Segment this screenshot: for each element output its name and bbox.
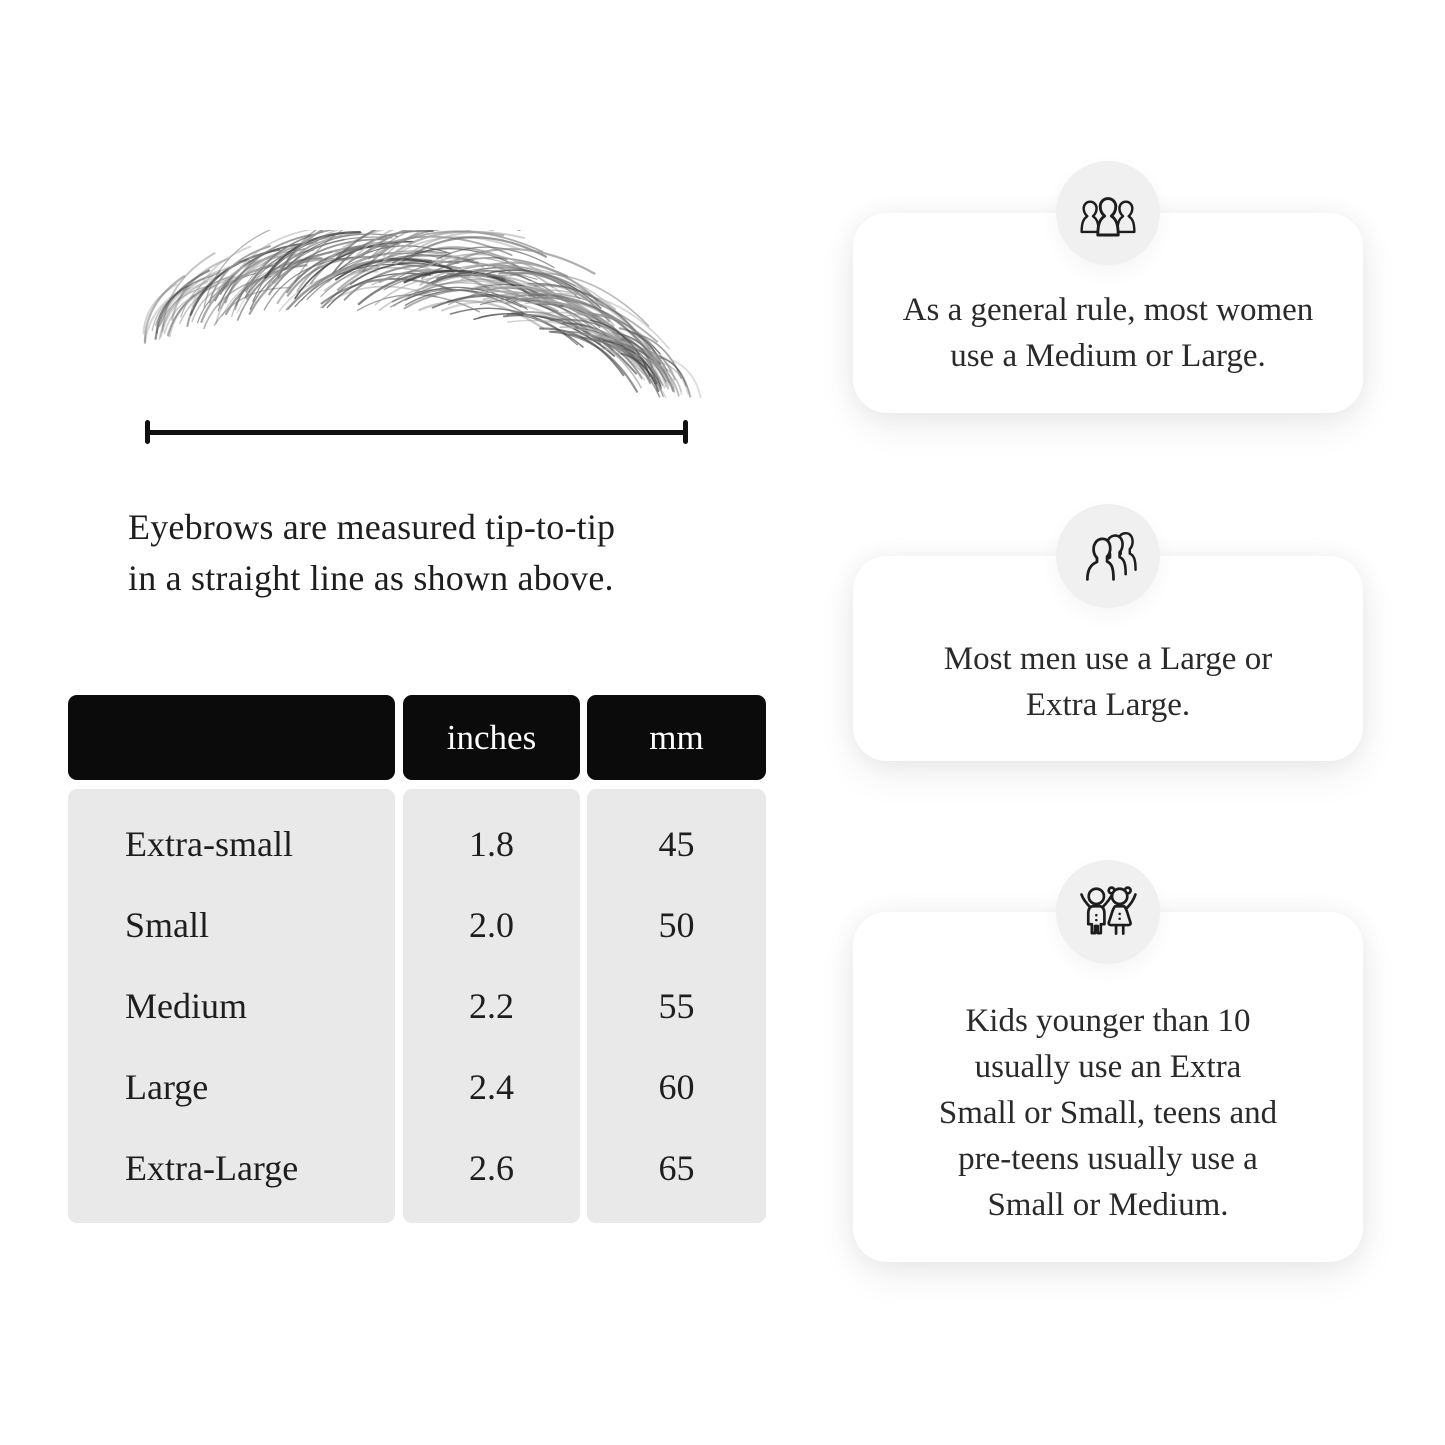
info-card-kids — [853, 912, 1363, 1262]
table-cell-mm: 45 — [658, 824, 695, 865]
women-group-icon — [1075, 185, 1141, 242]
measurement-line — [145, 420, 688, 444]
table-cell-mm: 55 — [658, 985, 695, 1026]
table-body-inches — [403, 789, 580, 1223]
table-header-mm: mm — [587, 695, 766, 780]
icon-badge — [1056, 161, 1160, 265]
info-card-men — [853, 556, 1363, 761]
table-cell-mm: 65 — [658, 1147, 695, 1188]
card-text-line: Kids younger than 10 — [965, 1003, 1251, 1039]
size-table-column-mm — [587, 695, 766, 1223]
card-text-line: Extra Large. — [1025, 687, 1191, 723]
card-text-line: Small or Small, teens and — [938, 1095, 1278, 1131]
table-cell-inches: 2.4 — [469, 1066, 514, 1107]
icon-badge — [1056, 860, 1160, 964]
kids-icon — [1073, 881, 1143, 944]
card-text-line: pre-teens usually use a — [958, 1141, 1258, 1177]
table-cell-size: Medium — [125, 985, 247, 1026]
table-cell-inches: 2.2 — [469, 985, 514, 1026]
caption-line: Eyebrows are measured tip-to-tip — [128, 507, 616, 547]
table-cell-size: Extra-small — [125, 824, 293, 865]
table-cell-inches: 1.8 — [469, 824, 514, 865]
card-text — [863, 636, 1353, 728]
table-body-sizes — [68, 789, 395, 1223]
size-table-column-sizes — [68, 695, 395, 1223]
card-text-line: use a Medium or Large. — [950, 338, 1266, 374]
measurement-right-cap — [683, 420, 688, 444]
card-text — [863, 998, 1353, 1228]
men-group-icon — [1075, 527, 1141, 586]
info-card-women — [853, 213, 1363, 413]
table-header-inches: inches — [403, 695, 580, 780]
table-body-mm — [587, 789, 766, 1223]
size-table-column-inches — [403, 695, 580, 1223]
table-cell-size: Large — [125, 1066, 209, 1107]
caption-line: in a straight line as shown above. — [128, 558, 614, 598]
icon-badge — [1056, 504, 1160, 608]
measurement-caption — [128, 502, 748, 604]
table-cell-inches: 2.6 — [469, 1147, 514, 1188]
measurement-bar — [145, 430, 688, 435]
table-cell-inches: 2.0 — [469, 905, 514, 946]
card-text-line: usually use an Extra — [974, 1049, 1242, 1085]
table-cell-size: Extra-Large — [125, 1147, 299, 1188]
card-text — [863, 287, 1353, 379]
card-text-line: Most men use a Large or — [943, 641, 1273, 677]
table-header-size — [68, 695, 395, 780]
card-text-line: Small or Medium. — [987, 1187, 1229, 1223]
table-cell-size: Small — [125, 905, 210, 946]
eyebrow-illustration — [110, 230, 710, 398]
table-cell-mm: 60 — [658, 1066, 695, 1107]
card-text-line: As a general rule, most women — [902, 292, 1314, 328]
table-cell-mm: 50 — [658, 905, 695, 946]
